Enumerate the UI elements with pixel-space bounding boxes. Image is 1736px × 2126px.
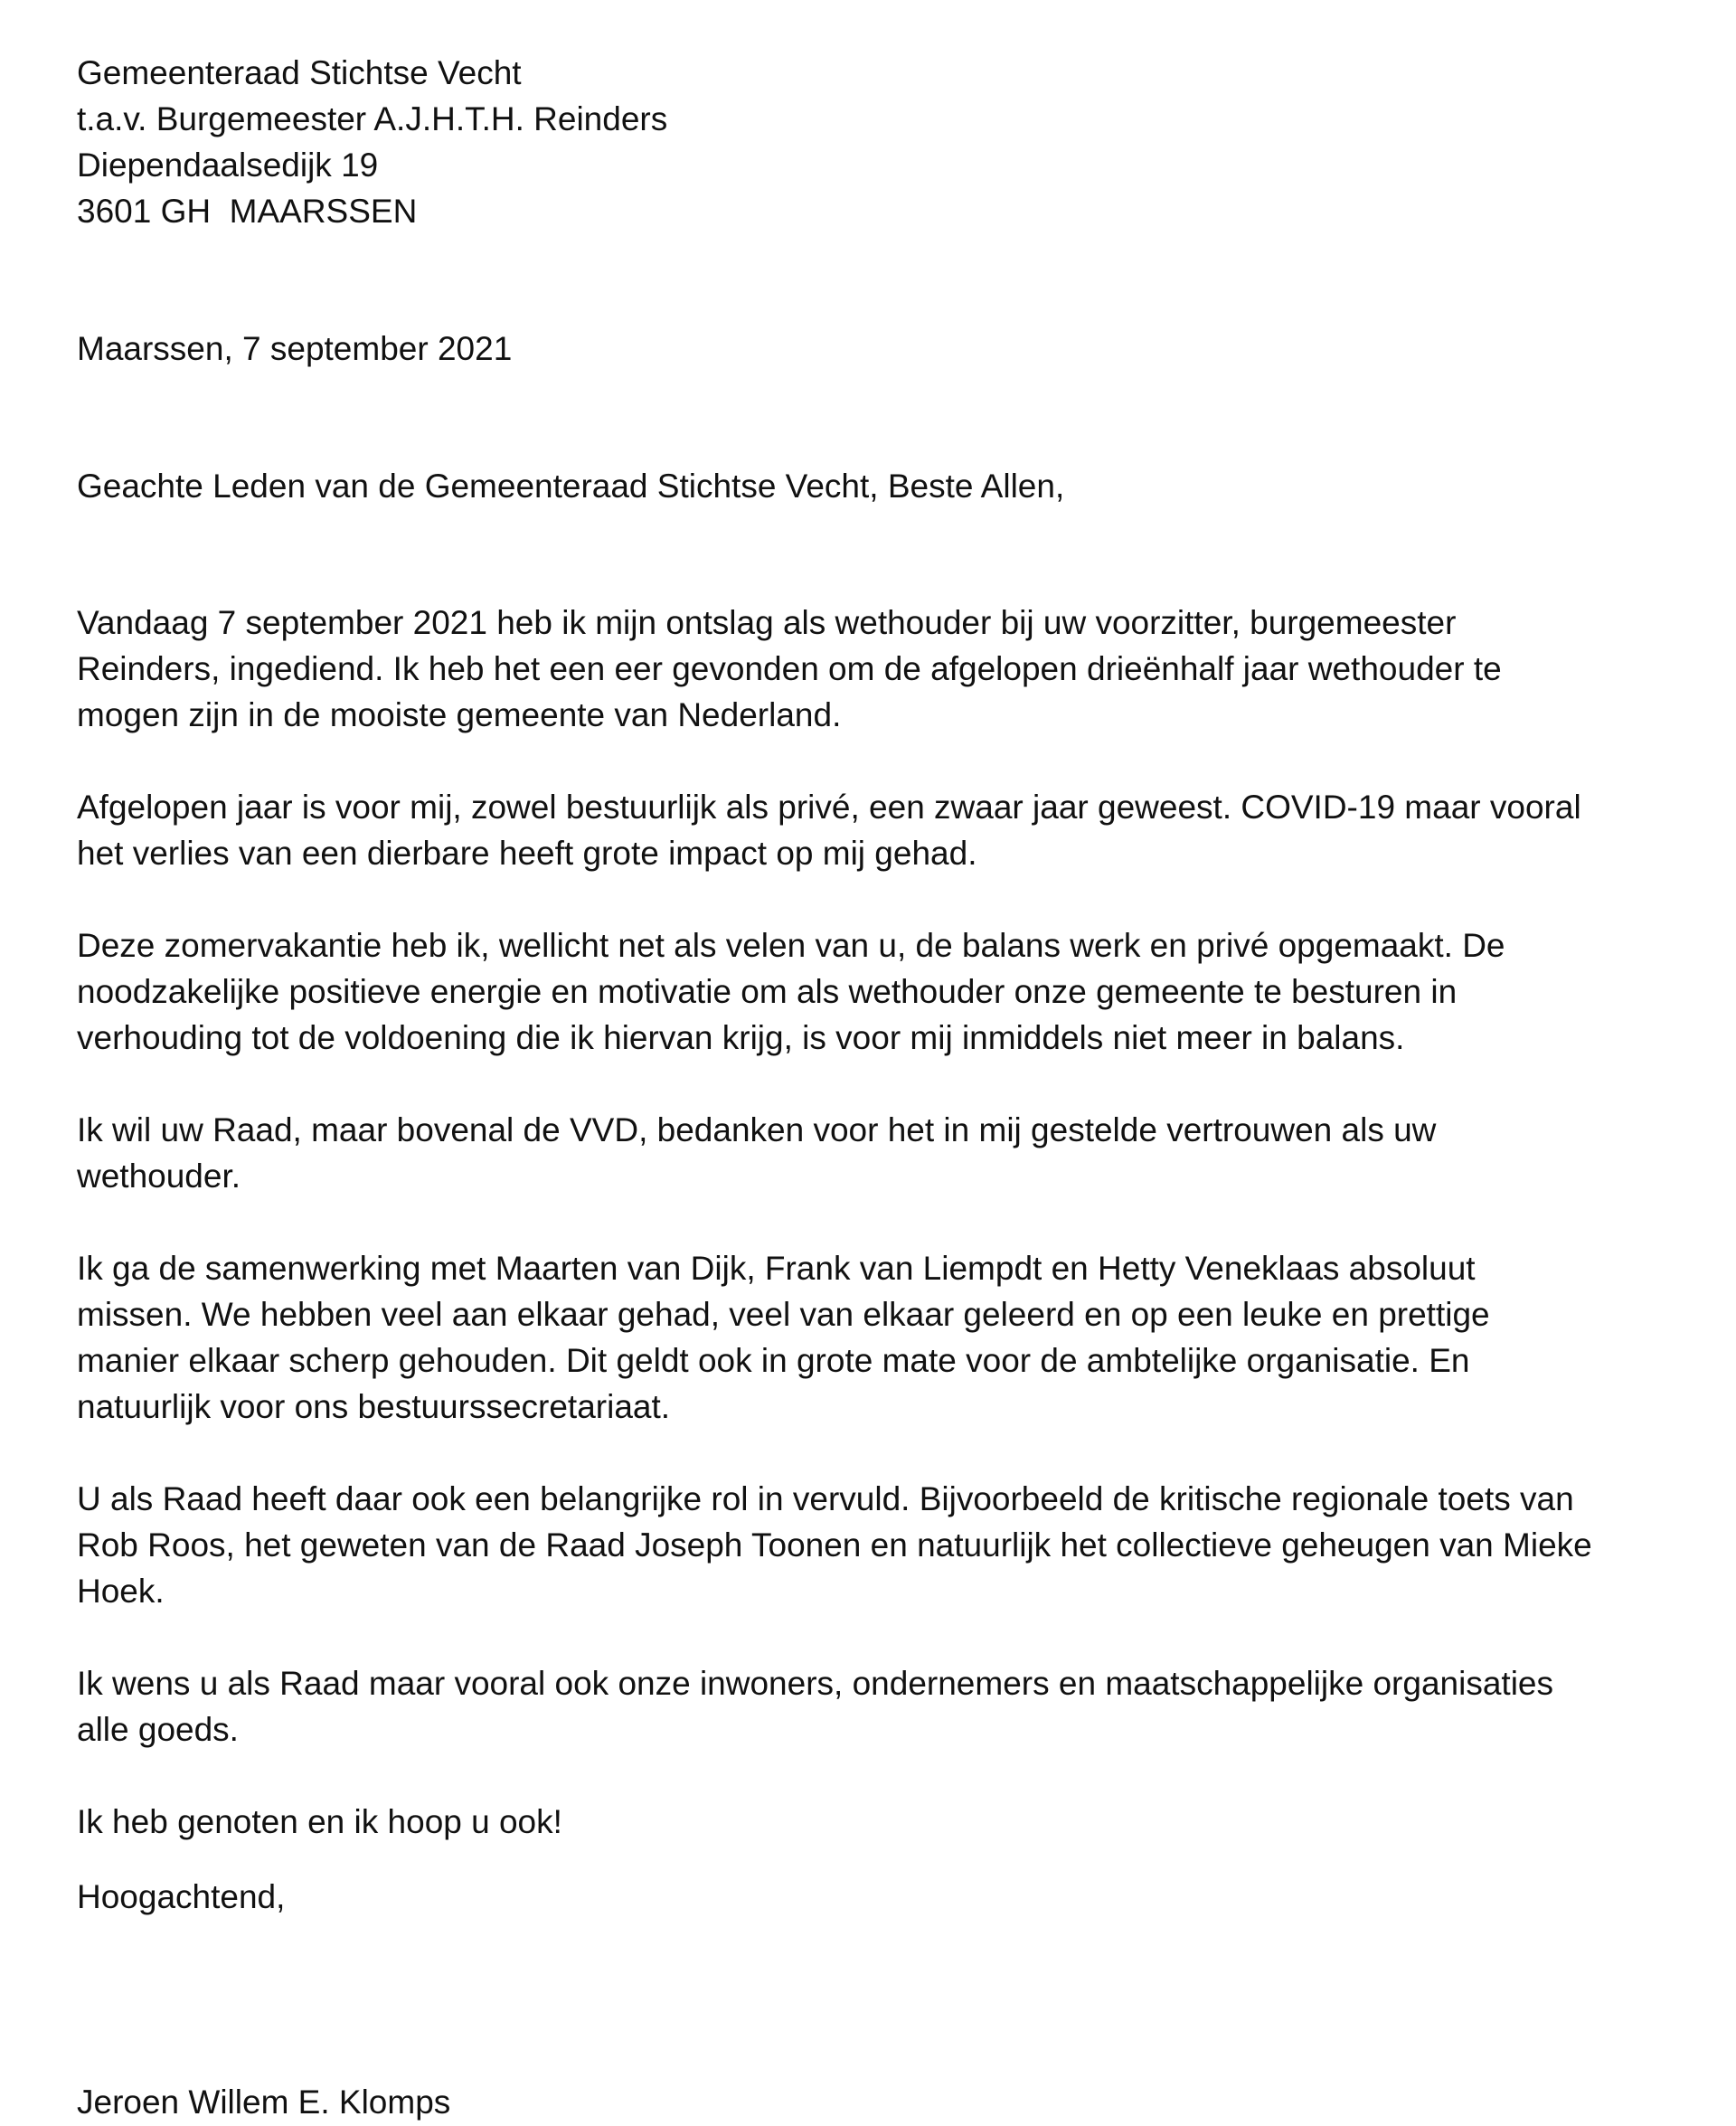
salutation: Geachte Leden van de Gemeenteraad Stichtse Vecht, Beste Allen,	[77, 468, 1065, 505]
signature-name: Jeroen Willem E. Klomps	[77, 2083, 451, 2121]
paragraph	[77, 1107, 1668, 1199]
paragraph-line: Vandaag 7 september 2021 heb ik mijn ontslag als wethouder bij uw voorzitter, burgemeester	[77, 604, 1457, 641]
paragraph-line: het verlies van een dierbare heeft grote impact op mij gehad.	[77, 835, 977, 872]
paragraph-line: noodzakelijke positieve energie en motivatie om als wethouder onze gemeente te besturen in	[77, 973, 1458, 1010]
paragraph-line: wethouder.	[77, 1157, 241, 1195]
paragraph-line: Rob Roos, het geweten van de Raad Joseph Toonen en natuurlijk het collectieve geheugen van Mieke	[77, 1526, 1592, 1564]
paragraph-line: natuurlijk voor ons bestuurssecretariaat.	[77, 1388, 671, 1425]
address-line: 3601 GH MAARSSEN	[77, 193, 418, 230]
paragraph	[77, 1476, 1668, 1614]
address-line: Gemeenteraad Stichtse Vecht	[77, 54, 522, 91]
letter-date: Maarssen, 7 september 2021	[77, 330, 513, 367]
paragraph	[77, 1799, 1668, 1845]
paragraph-line: Ik ga de samenwerking met Maarten van Dijk, Frank van Liempdt en Hetty Veneklaas absoluut	[77, 1250, 1476, 1287]
address-line: Diependaalsedijk 19	[77, 146, 379, 184]
letter-page	[77, 50, 1668, 2121]
paragraph-line: mogen zijn in de mooiste gemeente van Nederland.	[77, 696, 842, 733]
paragraph-line: Afgelopen jaar is voor mij, zowel bestuurlijk als privé, een zwaar jaar geweest. COVID-19 maar vooral	[77, 789, 1581, 826]
paragraph-line: Ik wil uw Raad, maar bovenal de VVD, bedanken voor het in mij gestelde vertrouwen als uw	[77, 1111, 1437, 1148]
paragraph-line: verhouding tot de voldoening die ik hiervan krijg, is voor mij inmiddels niet meer in balans.	[77, 1019, 1405, 1056]
paragraph	[77, 784, 1668, 876]
paragraph-line: Deze zomervakantie heb ik, wellicht net als velen van u, de balans werk en privé opgemaakt. De	[77, 927, 1505, 964]
paragraph-line: Ik heb genoten en ik hoop u ook!	[77, 1803, 562, 1840]
paragraph-line: U als Raad heeft daar ook een belangrijke rol in vervuld. Bijvoorbeeld de kritische regionale toets van	[77, 1480, 1574, 1517]
paragraph-line: missen. We hebben veel aan elkaar gehad, veel van elkaar geleerd en op een leuke en prettige	[77, 1296, 1490, 1333]
paragraph-line: alle goeds.	[77, 1711, 239, 1748]
closing: Hoogachtend,	[77, 1878, 286, 1915]
paragraph-line: manier elkaar scherp gehouden. Dit geldt ook in grote mate voor de ambtelijke organisatie. En	[77, 1342, 1470, 1379]
paragraph	[77, 1660, 1668, 1753]
letter-body	[77, 600, 1668, 1891]
paragraph	[77, 922, 1668, 1061]
address-line: t.a.v. Burgemeester A.J.H.T.H. Reinders	[77, 100, 668, 137]
paragraph	[77, 600, 1668, 738]
paragraph	[77, 1245, 1668, 1430]
paragraph-line: Hoek.	[77, 1573, 165, 1610]
paragraph-line: Ik wens u als Raad maar vooral ook onze inwoners, ondernemers en maatschappelijke organisaties	[77, 1665, 1553, 1702]
recipient-address	[77, 50, 1668, 234]
paragraph-line: Reinders, ingediend. Ik heb het een eer gevonden om de afgelopen drieënhalf jaar wethouder te	[77, 650, 1502, 687]
